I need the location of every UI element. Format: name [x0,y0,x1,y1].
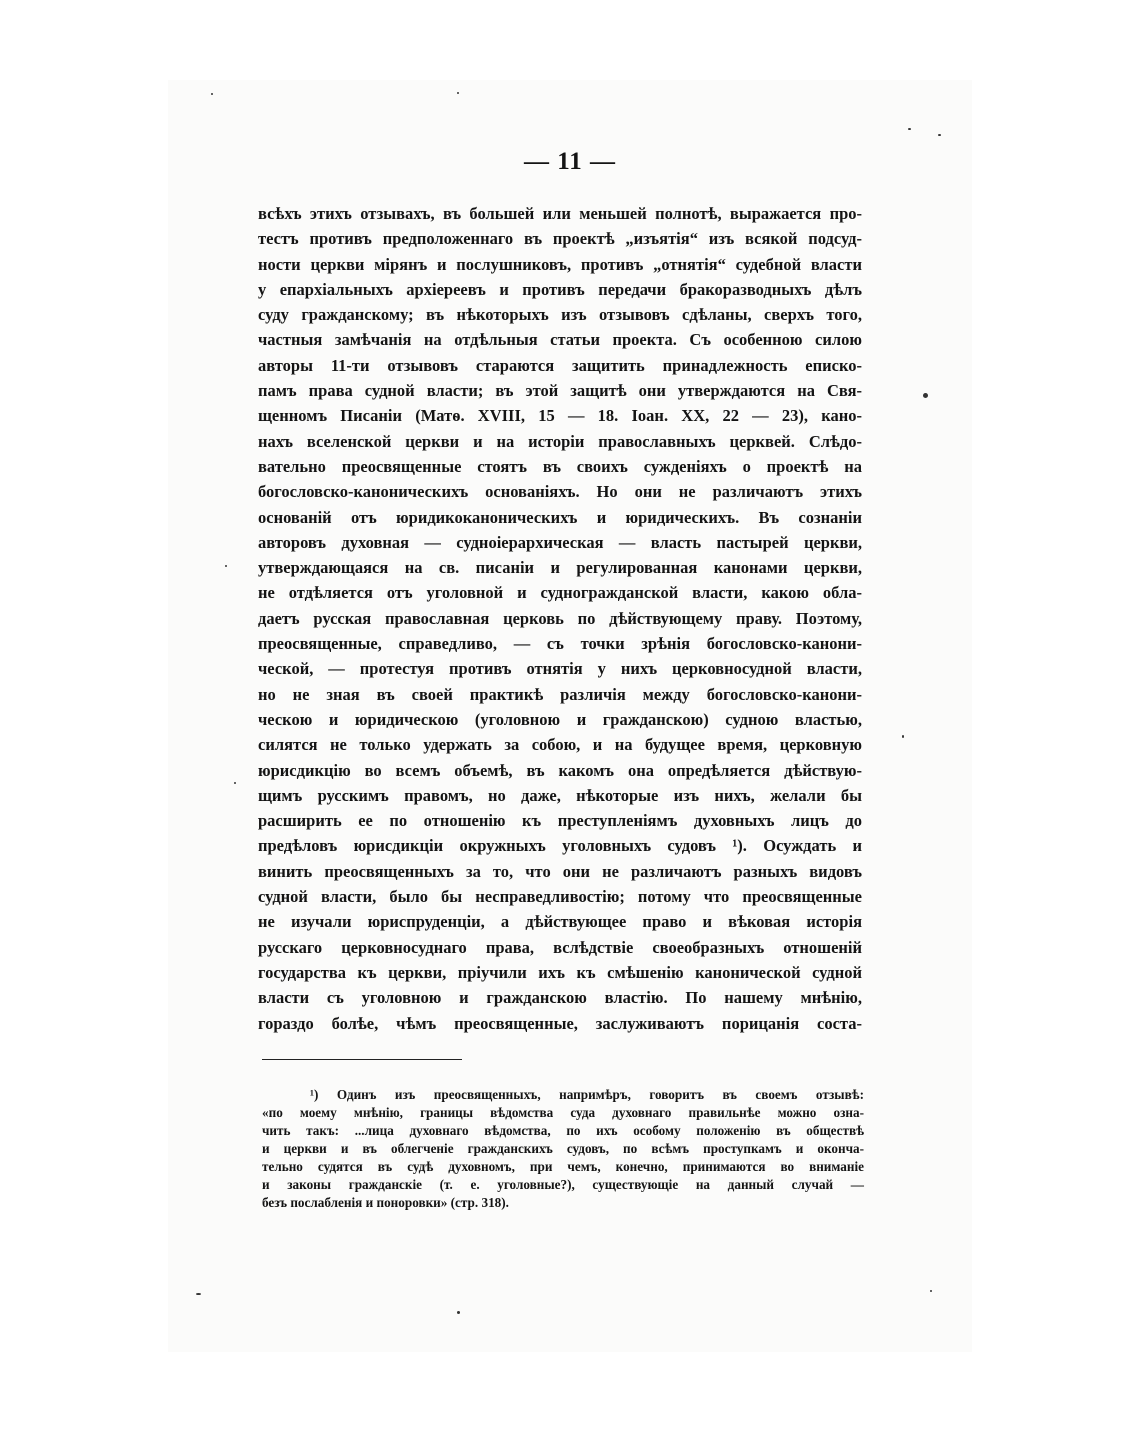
text-line: щенномъ Писаніи (Матѳ. XVIII, 15 — 18. Іоан. XX, 22 — 23), кано- [258,406,862,426]
text-line: у епархіальныхъ архіереевъ и противъ передачи бракоразводныхъ дѣлъ [258,279,862,299]
text-line: гораздо болѣе, чѣмъ преосвященные, заслуживаютъ порицанія соста- [258,1013,862,1033]
text-line: ческою и юридическою (уголовною и гражданскою) судною властью, [258,709,862,729]
text-line: богословско-каноническихъ основаніяхъ. Но они не различаютъ этихъ [258,482,862,502]
text-line: ческой, — протестуя противъ отнятія у нихъ церковносудной власти, [258,659,862,679]
text-line: тестъ противъ предположеннаго въ проектѣ „изъятія“ изъ всякой подсуд- [258,229,862,249]
text-line: не отдѣляется отъ уголовной и судногражданской власти, какою обла- [258,583,862,603]
scan-speck [457,92,459,94]
footnote-line: безъ послабленія и поноровки» (стр. 318). [262,1195,509,1210]
text-line: частныя замѣчанія на отдѣльныя статьи проекта. Съ особенною силою [258,330,862,350]
text-line: силятся не только удержать за собою, и на будущее время, церковную [258,735,862,755]
footnote-line: и церкви и въ облегченіе гражданскихъ судовъ, по всѣмъ проступкамъ и оконча- [262,1141,864,1156]
scan-speck [225,565,227,567]
scan-speck [902,735,904,738]
scan-speck [908,128,911,130]
scan-speck [234,782,236,784]
text-line: щимъ русскимъ правомъ, но даже, нѣкоторые изъ нихъ, желали бы [258,785,862,805]
text-line: государства къ церкви, пріучили ихъ къ смѣшенію канонической судной [258,962,862,982]
scan-speck [938,134,941,136]
text-line: юрисдикцію во всемъ объемѣ, въ какомъ она опредѣляется дѣйствую- [258,760,862,780]
text-line: утверждающаяся на св. писаніи и регулированная канонами церкви, [258,558,862,578]
text-line: не изучали юриспруденціи, а дѣйствующее право и вѣковая исторія [258,912,862,932]
text-line: винить преосвященныхъ за то, что они не различаютъ разныхъ видовъ [258,861,862,881]
footnote-line: и законы гражданскіе (т. е. уголовные?), существующіе на данный случай — [262,1177,864,1192]
text-line: авторы 11-ти отзывовъ стараются защитить принадлежность еписко- [258,355,862,375]
footnote-line: чить такъ: ...лица духовнаго вѣдомства, по ихъ особому положенію въ обществѣ [262,1123,864,1138]
scan-speck [196,1293,201,1295]
text-line: судной власти, было бы несправедливостію; потому что преосвященные [258,887,862,907]
scan-speck [930,1290,932,1292]
text-line: всѣхъ этихъ отзывахъ, въ большей или меньшей полнотѣ, выражается про- [258,204,862,223]
footnote-line: «по моему мнѣнію, границы вѣдомства суда духовнаго правильнѣе можно озна- [262,1105,864,1120]
text-line: предѣловъ юрисдикціи окружныхъ уголовныхъ судовъ ¹). Осуждать и [258,836,862,856]
text-line: расширить ее по отношенію къ преступленіямъ духовныхъ лицъ до [258,811,862,831]
page-number: — 11 — [523,148,617,175]
text-line: даетъ русская православная церковь по дѣйствующему праву. Поэтому, [258,608,862,628]
scan-speck [211,93,213,95]
footnote-separator [262,1059,462,1060]
text-line: вательно преосвященные стоятъ въ своихъ сужденіяхъ о проектѣ на [258,456,862,476]
text-line: нахъ вселенской церкви и на исторіи православныхъ церквей. Слѣдо- [258,431,862,451]
text-line: но не зная въ своей практикѣ различія между богословско-канони- [258,684,862,704]
text-line: памъ права судной власти; въ этой защитѣ они утверждаются на Свя- [258,381,862,401]
scan-speck [923,393,928,398]
footnote-line: ¹) Одинъ изъ преосвященныхъ, напримѣръ, говоритъ въ своемъ отзывѣ: [310,1087,864,1102]
footnote-block [262,1086,864,1212]
text-line: русскаго церковносуднаго права, вслѣдствіе своеобразныхъ отношеній [258,937,862,957]
text-line: ности церкви мірянъ и послушниковъ, противъ „отнятія“ судебной власти [258,254,862,274]
footnote-line: тельно судятся въ судѣ духовномъ, при чемъ, конечно, принимаются во вниманіе [262,1159,864,1174]
scan-speck [457,1311,460,1314]
main-text-block [258,201,862,1036]
text-line: авторовъ духовная — судноіерархическая — власть пастырей церкви, [258,532,862,552]
text-line: основаній отъ юридикоканоническихъ и юридическихъ. Въ сознаніи [258,507,862,527]
text-line: власти съ уголовною и гражданскою властію. По нашему мнѣнію, [258,988,862,1008]
text-line: суду гражданскому; въ нѣкоторыхъ изъ отзывовъ сдѣланы, сверхъ того, [258,305,862,325]
text-line: преосвященные, справедливо, — съ точки зрѣнія богословско-канони- [258,634,862,654]
